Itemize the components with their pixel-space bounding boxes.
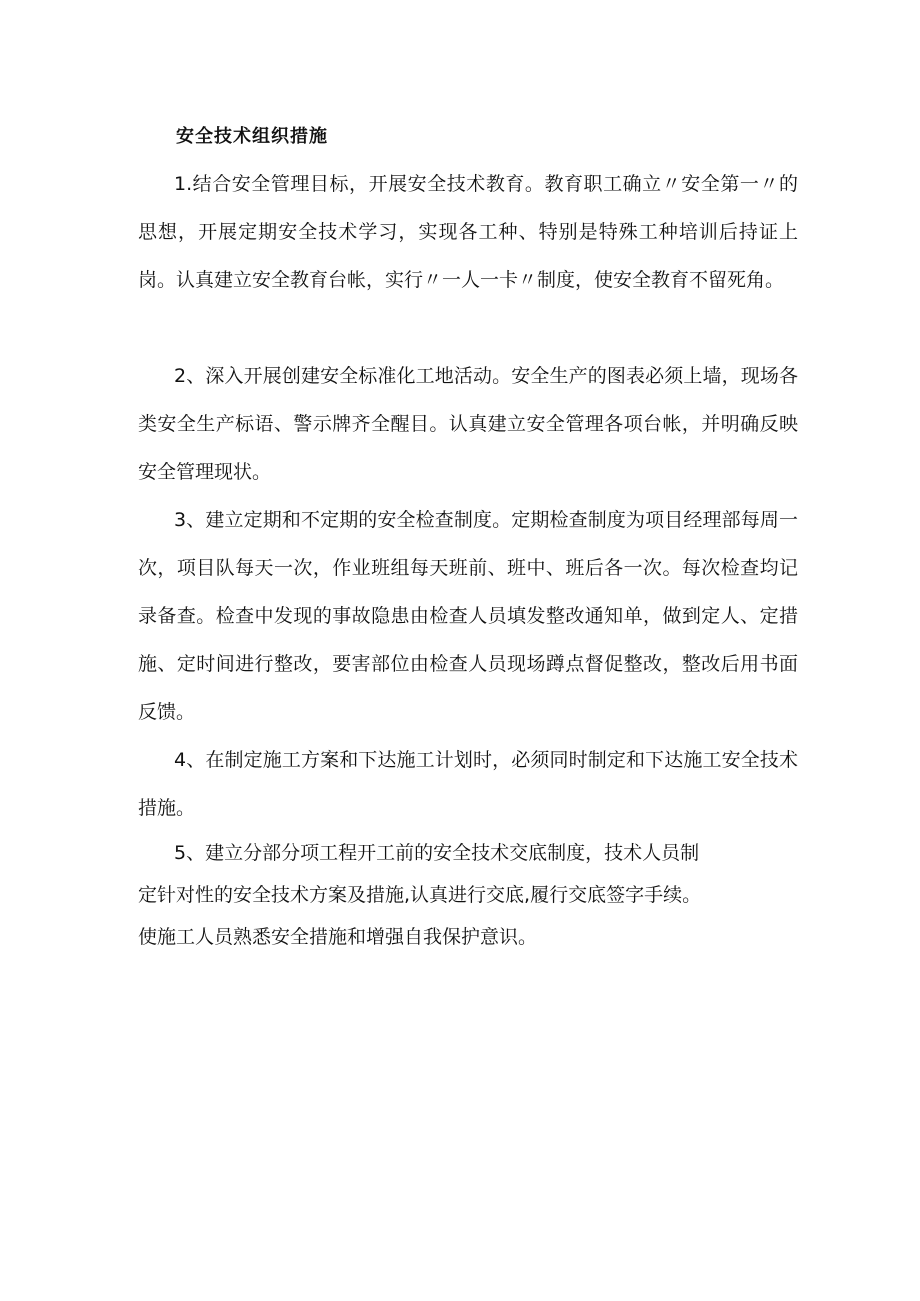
- paragraph-5: [138, 832, 798, 958]
- paragraph-4: 4、在制定施工方案和下达施工计划时，必须同时制定和下达施工安全技术措施。: [138, 749, 798, 819]
- paragraph-1: 1.结合安全管理目标，开展安全技术教育。教育职工确立〃安全第一〃的思想，开展定期安全技术学习，实现各工种、特别是特殊工种培训后持证上岗。认真建立安全教育台帐，实行〃一人一卡〃制度，使安全教育不留死角。: [138, 173, 798, 291]
- paragraph-5-line-2: 定针对性的安全技术方案及措施,认真进行交底,履行交底签字手续。: [138, 884, 702, 906]
- document-title: 安全技术组织措施: [176, 126, 328, 147]
- paragraph-5-line-1: 5、建立分部分项工程开工前的安全技术交底制度，技术人员制: [174, 842, 700, 864]
- paragraph-2: 2、深入开展创建安全标准化工地活动。安全生产的图表必须上墙，现场各类安全生产标语、警示牌齐全醒目。认真建立安全管理各项台帐，并明确反映安全管理现状。: [138, 365, 798, 483]
- paragraph-5-line-3: 使施工人员熟悉安全措施和增强自我保护意识。: [138, 926, 538, 948]
- paragraph-3: 3、建立定期和不定期的安全检查制度。定期检查制度为项目经理部每周一次，项目队每天一次，作业班组每天班前、班中、班后各一次。每次检查均记录备查。检查中发现的事故隐患由检查人员填发整改通知单，做到定人、定措施、定时间进行整改，要害部位由检查人员现场蹲点督促整改，整改后用书面反馈。: [138, 509, 798, 723]
